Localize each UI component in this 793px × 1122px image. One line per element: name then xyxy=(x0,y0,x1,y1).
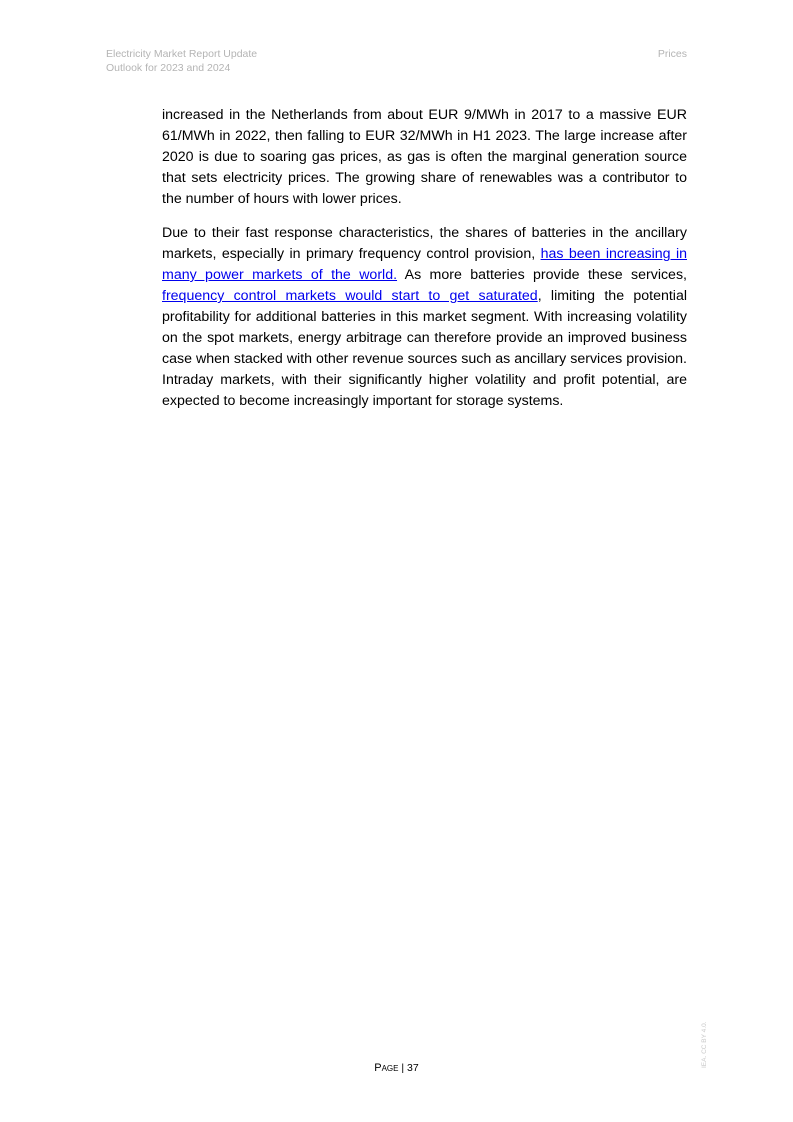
report-title: Electricity Market Report Update xyxy=(106,48,258,60)
page-number: 37 xyxy=(407,1062,419,1074)
paragraph-1-text: increased in the Netherlands from about EUR 9/MWh in 2017 to a massive EUR 61/MWh in 2022, then falling to EUR 32/MWh in H1 2023. The large increase after 2020 is due to soaring gas prices, as gas is often the marginal generation source that sets electricity prices. The growing share of renewables was a contributor to the number of hours with lower prices. xyxy=(162,107,687,207)
paragraph-2-text-b: As more batteries provide these services, xyxy=(397,267,687,283)
link-frequency-control-saturation[interactable]: frequency control markets would start to get saturated xyxy=(162,288,538,304)
paragraph-1 xyxy=(162,105,687,210)
page-footer xyxy=(0,1062,793,1074)
section-name: Prices xyxy=(657,48,687,60)
page-label: Page xyxy=(374,1062,399,1074)
page-body xyxy=(162,105,687,425)
paragraph-2-text-c: , limiting the potential profitability for additional batteries in this market segment. With increasing volatility on the spot markets, energy arbitrage can therefore provide an improved business case when stacked with other revenue sources such as ancillary services provision. Intraday markets, with their significantly higher volatility and profit potential, are expected to become increasingly important for storage systems. xyxy=(162,288,688,409)
page-separator: | xyxy=(398,1062,408,1074)
report-subtitle: Outlook for 2023 and 2024 xyxy=(106,62,231,74)
link-batteries-ancillary-markets[interactable]: has been increasing in many power markets of the world. xyxy=(162,246,687,283)
running-header xyxy=(106,47,257,75)
license-credit: IEA. CC BY 4.0. xyxy=(701,1021,708,1068)
paragraph-2 xyxy=(162,223,687,412)
paragraph-2-text-a: Due to their fast response characteristics, the shares of batteries in the ancillary markets, especially in primary frequency control provision, xyxy=(162,225,687,262)
